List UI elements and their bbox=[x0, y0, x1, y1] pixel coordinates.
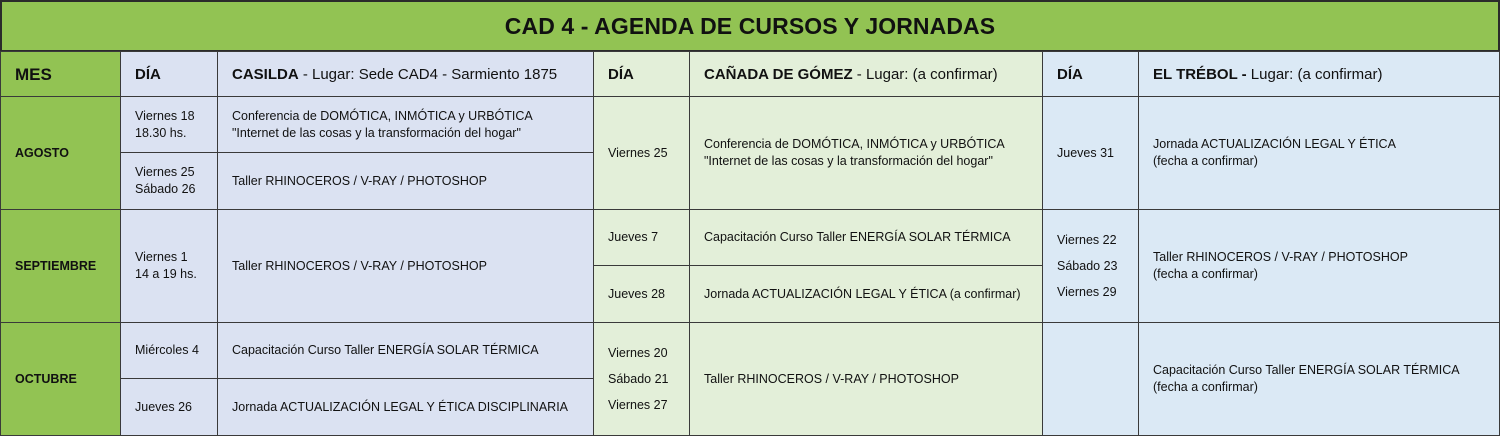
day-text: Sábado 21 bbox=[608, 372, 669, 386]
event-text: Jornada ACTUALIZACIÓN LEGAL Y ÉTICA (a confirmar) bbox=[704, 286, 1021, 301]
casilda-agosto-day-1 bbox=[120, 96, 218, 153]
canada-agosto-day bbox=[593, 96, 690, 210]
month-agosto bbox=[0, 96, 121, 210]
event-subtitle: "Internet de las cosas y la transformación del hogar" bbox=[704, 154, 993, 168]
trebol-agosto-day bbox=[1042, 96, 1139, 210]
day-text: Viernes 27 bbox=[608, 398, 668, 412]
casilda-octubre-day-2 bbox=[120, 378, 218, 436]
day-text: Viernes 25 bbox=[135, 165, 195, 179]
header-trebol-name: EL TRÉBOL - bbox=[1153, 66, 1247, 83]
header-casilda bbox=[217, 51, 594, 97]
header-dia-text: DÍA bbox=[1057, 65, 1083, 83]
casilda-octubre-event-2 bbox=[217, 378, 594, 436]
event-text: Jornada ACTUALIZACIÓN LEGAL Y ÉTICA DISCIPLINARIA bbox=[232, 399, 569, 414]
canada-agosto-event bbox=[689, 96, 1043, 210]
header-canada-place: - Lugar: (a confirmar) bbox=[852, 66, 998, 83]
day-text: Jueves 7 bbox=[608, 230, 659, 244]
day-text: Viernes 25 bbox=[608, 145, 668, 160]
event-text: Taller RHINOCEROS / V-RAY / PHOTOSHOP bbox=[1153, 250, 1408, 264]
casilda-agosto-event-1 bbox=[217, 96, 594, 153]
day-text: Viernes 20 bbox=[608, 346, 668, 360]
header-dia-text: DÍA bbox=[608, 65, 634, 83]
header-trebol-place: Lugar: (a confirmar) bbox=[1246, 66, 1383, 83]
header-casilda-name: CASILDA bbox=[232, 66, 299, 83]
trebol-octubre-day bbox=[1042, 322, 1139, 436]
event-note: (fecha a confirmar) bbox=[1153, 380, 1258, 394]
time-text: 14 a 19 hs. bbox=[135, 267, 197, 281]
day-text: Sábado 23 bbox=[1057, 259, 1118, 273]
table-title-text: CAD 4 - AGENDA DE CURSOS Y JORNADAS bbox=[504, 12, 996, 39]
event-subtitle: "Internet de las cosas y la transformación del hogar" bbox=[232, 125, 521, 140]
month-septiembre bbox=[0, 209, 121, 323]
day-text: Jueves 26 bbox=[135, 399, 192, 414]
day-text: Miércoles 4 bbox=[135, 343, 199, 357]
trebol-septiembre-event bbox=[1138, 209, 1500, 323]
header-dia-text: DÍA bbox=[135, 65, 161, 83]
header-casilda-place: - Lugar: Sede CAD4 - Sarmiento 1875 bbox=[298, 66, 558, 83]
event-text: Capacitación Curso Taller ENERGÍA SOLAR TÉRMICA bbox=[704, 230, 1011, 244]
header-dia-canada bbox=[593, 51, 690, 97]
event-text: Capacitación Curso Taller ENERGÍA SOLAR TÉRMICA bbox=[1153, 363, 1460, 377]
canada-octubre-day bbox=[593, 322, 690, 436]
day-text: Viernes 1 bbox=[135, 250, 188, 264]
event-text: Conferencia de DOMÓTICA, INMÓTICA y URBÓTICA bbox=[232, 108, 533, 123]
canada-septiembre-event-1 bbox=[689, 209, 1043, 266]
header-canada-name: CAÑADA DE GÓMEZ bbox=[704, 66, 853, 83]
casilda-octubre-event-1 bbox=[217, 322, 594, 379]
day-text: Viernes 18 bbox=[135, 108, 195, 123]
event-note: (fecha a confirmar) bbox=[1153, 267, 1258, 281]
casilda-agosto-day-2 bbox=[120, 152, 218, 210]
casilda-agosto-event-2 bbox=[217, 152, 594, 210]
header-dia-casilda bbox=[120, 51, 218, 97]
event-text: Capacitación Curso Taller ENERGÍA SOLAR TÉRMICA bbox=[232, 343, 539, 357]
month-octubre bbox=[0, 322, 121, 436]
event-text: Taller RHINOCEROS / V-RAY / PHOTOSHOP bbox=[704, 371, 959, 386]
trebol-agosto-event bbox=[1138, 96, 1500, 210]
header-dia-trebol bbox=[1042, 51, 1139, 97]
event-text: Jornada ACTUALIZACIÓN LEGAL Y ÉTICA bbox=[1153, 137, 1396, 151]
event-text: Taller RHINOCEROS / V-RAY / PHOTOSHOP bbox=[232, 258, 487, 273]
header-canada bbox=[689, 51, 1043, 97]
month-agosto-text: AGOSTO bbox=[15, 145, 69, 160]
event-text: Conferencia de DOMÓTICA, INMÓTICA y URBÓTICA bbox=[704, 137, 1005, 151]
day-text: Jueves 31 bbox=[1057, 145, 1114, 160]
day-text: Viernes 29 bbox=[1057, 285, 1117, 299]
day-text: Viernes 22 bbox=[1057, 233, 1117, 247]
canada-septiembre-event-2 bbox=[689, 265, 1043, 323]
time-text: 18.30 hs. bbox=[135, 125, 187, 140]
event-note: (fecha a confirmar) bbox=[1153, 154, 1258, 168]
canada-octubre-event bbox=[689, 322, 1043, 436]
casilda-octubre-day-1 bbox=[120, 322, 218, 379]
casilda-septiembre-event bbox=[217, 209, 594, 323]
header-mes bbox=[0, 51, 121, 97]
trebol-octubre-event bbox=[1138, 322, 1500, 436]
table-title bbox=[0, 0, 1500, 52]
day-text: Sábado 26 bbox=[135, 182, 196, 196]
month-septiembre-text: SEPTIEMBRE bbox=[15, 258, 97, 273]
event-text: Taller RHINOCEROS / V-RAY / PHOTOSHOP bbox=[232, 173, 487, 188]
casilda-septiembre-day bbox=[120, 209, 218, 323]
month-octubre-text: OCTUBRE bbox=[15, 371, 77, 386]
day-text: Jueves 28 bbox=[608, 286, 665, 301]
header-mes-text: MES bbox=[15, 64, 52, 84]
header-trebol bbox=[1138, 51, 1500, 97]
trebol-septiembre-day bbox=[1042, 209, 1139, 323]
canada-septiembre-day-1 bbox=[593, 209, 690, 266]
canada-septiembre-day-2 bbox=[593, 265, 690, 323]
